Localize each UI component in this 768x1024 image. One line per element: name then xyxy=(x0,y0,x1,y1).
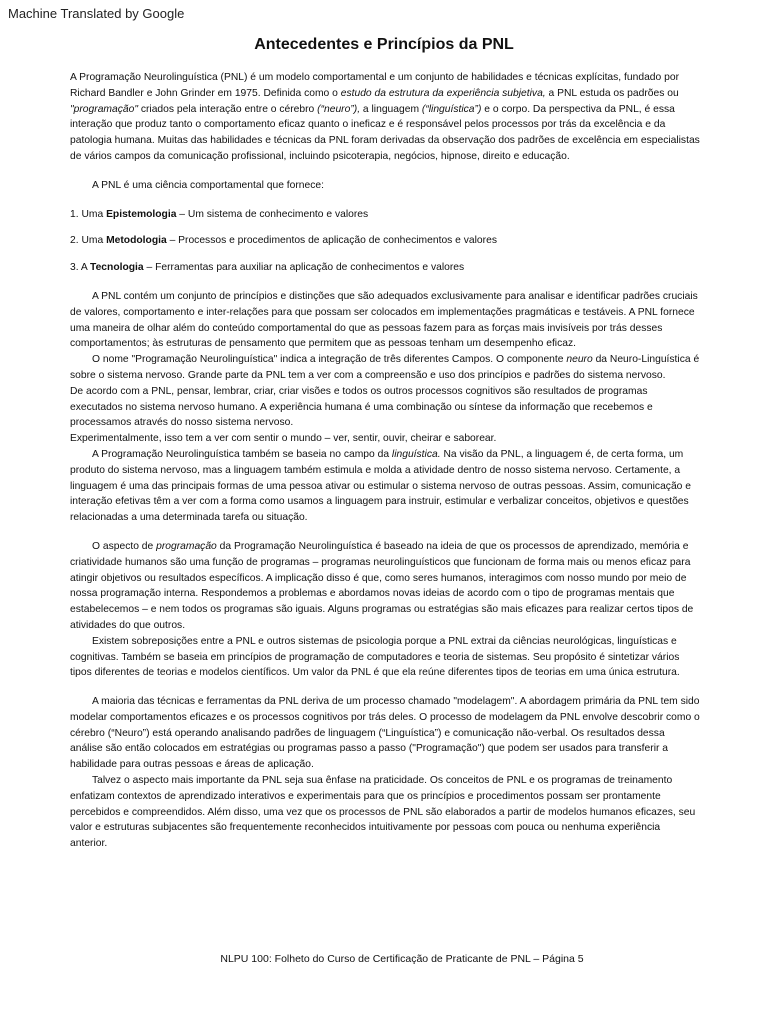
page-footer: NLPU 100: Folheto do Curso de Certificação de Praticante de PNL – Página 5 xyxy=(220,953,584,965)
list-item-technology xyxy=(70,260,700,276)
list-text: – Um sistema de conhecimento e valores xyxy=(176,208,369,220)
paragraph-experience: Experimentalmente, isso tem a ver com sentir o mundo – ver, sentir, ouvir, cheirar e saborear. xyxy=(70,433,497,445)
italic-run: programação xyxy=(156,540,217,552)
list-item-methodology xyxy=(70,233,700,249)
paragraph-science: A PNL é uma ciência comportamental que fornece: xyxy=(92,179,324,191)
list-text: – Processos e procedimentos de aplicação de conhecimentos e valores xyxy=(166,235,497,247)
text-run: Na visão da PNL, a linguagem é, de certa forma, um produto do sistema nervoso, mas a linguagem também estimula e molda a atividade dentro de nosso sistema nervoso. Certamente, a linguagem é uma das principais formas de uma pessoa ativar ou estimular o sistema nervoso de outras pessoas. Assim, comunicação e interação efetivas têm a ver com a forma como usamos a linguagem para instruir, estimular e verbalizar conceitos, objetivos e questões relacionadas a uma determinada tarefa ou situação. xyxy=(70,448,691,524)
text-run: da Neuro-Linguística é sobre o sistema nervoso. Grande parte da PNL tem a ver com a compreensão e uso dos princípios e padrões do sistema nervoso. xyxy=(70,354,700,381)
text-run: criados pela interação entre o cérebro xyxy=(137,103,318,115)
paragraph-modeling: A maioria das técnicas e ferramentas da PNL deriva de um processo chamado "modelagem". A abordagem primária da PNL tem sido modelar comportamentos eficazes e os processos cognitivos por trás deles. O processo de modelagem da PNL envolve descobrir como o cérebro (“Neuro”) está operando analisando padrões de linguagem (“Linguística”) e comunicação não-verbal. Os resultados dessa análise são então colocados em estratégias ou programas passo a passo ("Programação") que podem ser usados para transferir a habilidade para outras pessoas e áreas de aplicação. xyxy=(70,696,700,771)
list-prefix: 2. Uma xyxy=(70,235,107,247)
machine-translated-label: Machine Translated by Google xyxy=(8,6,185,21)
italic-run: (“neuro”), xyxy=(317,103,361,115)
list-item-epistemology xyxy=(70,207,700,223)
italic-run: linguística. xyxy=(391,448,441,460)
text-run: a PNL estuda os padrões ou xyxy=(545,87,679,99)
text-run: da Programação Neurolinguística é baseado na ideia de que os processos de aprendizado, memória e criatividade humanos são uma função de programas – programas neurolinguísticos que funcionam de forma mais ou menos eficaz para atingir objetivos ou resultados específicos. A implicação disso é que, como seres humanos, interagimos com nosso mundo por meio de nossa programação interna. Respondemos a problemas e abordamos novas ideias de acordo com o tipo de programas mentais que estabelecemos – e nem todos os programas são iguais. Alguns programas ou estratégias são mais eficazes para realizar certos tipos de atividades do que outros. xyxy=(70,540,694,631)
text-run: A Programação Neurolinguística também se baseia no campo da xyxy=(92,448,392,460)
italic-run: "programação" xyxy=(70,103,138,115)
paragraph-intro xyxy=(70,70,700,165)
text-run: O aspecto de xyxy=(92,540,157,552)
list-prefix: 1. Uma xyxy=(70,208,107,220)
text-run: A Programação Neurolinguística (PNL) é um modelo comportamental e um conjunto de habilidades e técnicas explícitas, fundado por Richard Bandler e John Grinder em 1975. Definida como o xyxy=(70,72,679,99)
text-run: e o corpo. Da perspectiva da PNL, é essa interação que produz tanto o comportamento eficaz quanto o ineficaz e é responsável pelos processos por trás da excelência e da patologia humana. Muitas das habilidades e técnicas da PNL foram derivadas da observação dos padrões de excelência em especialistas de vários campos da comunicação profissional, incluindo psicoterapia, negócios, hipnose, direito e educação. xyxy=(70,103,700,162)
italic-run: estudo da estrutura da experiência subjetiva, xyxy=(340,87,546,99)
page-title: Antecedentes e Princípios da PNL xyxy=(254,36,514,53)
italic-run: neuro xyxy=(566,354,593,366)
paragraph-principles: A PNL contém um conjunto de princípios e distinções que são adequados exclusivamente para analisar e identificar padrões cruciais de valores, comportamento e inter-relações para que possam ser colocados em implementações pragmáticas e testáveis. A PNL fornece uma maneira de olhar além do conteúdo comportamental do que as pessoas fazem para as forças mais invisíveis por trás desses comportamentos; às estruturas de pensamento que permitem que as pessoas tenham um desempenho eficaz. xyxy=(70,290,698,350)
list-term: Tecnologia xyxy=(90,262,144,274)
list-text: – Ferramentas para auxiliar na aplicação de conhecimentos e valores xyxy=(143,262,465,274)
paragraph-name xyxy=(70,352,700,384)
document-body xyxy=(70,70,700,852)
text-run: O nome "Programação Neurolinguística" indica a integração de três diferentes Campos. O componente xyxy=(92,354,567,366)
paragraph-overlaps: Existem sobreposições entre a PNL e outros sistemas de psicologia porque a PNL extrai da ciências neurológicas, linguísticas e cognitivas. Também se baseia em princípios de programação de computadores e teoria de sistemas. Seu propósito é sintetizar vários tipos diferentes de teorias e modelos científicos. Um valor da PNL é que ela reúne diferentes tipos de teorias em uma única estrutura. xyxy=(70,635,680,679)
paragraph-practicality: Talvez o aspecto mais importante da PNL seja sua ênfase na praticidade. Os conceitos de PNL e os programas de treinamento enfatizam contextos de aprendizado interativos e experimentais para que os princípios e procedimentos possam ser prontamente percebidos e compreendidos. Além disso, uma vez que os processos de PNL são elaborados a partir de modelos humanos eficazes, seu valor e estruturas subjacentes são frequentemente reconhecidos intuitivamente por pessoas com pouca ou nenhuma experiência anterior. xyxy=(70,775,696,850)
list-term: Epistemologia xyxy=(106,208,177,220)
list-term: Metodologia xyxy=(106,235,167,247)
list-prefix: 3. A xyxy=(70,262,91,274)
italic-run: (“linguística”) xyxy=(421,103,482,115)
text-run: a linguagem xyxy=(360,103,422,115)
paragraph-linguistics xyxy=(70,447,700,526)
paragraph-programming xyxy=(70,539,700,634)
paragraph-cognitive: De acordo com a PNL, pensar, lembrar, criar, criar visões e todos os outros processos cognitivos são resultados de programas executados no sistema nervoso humano. A experiência humana é uma combinação ou síntese da informação que recebemos e processamos através do nosso sistema nervoso. xyxy=(70,385,653,429)
